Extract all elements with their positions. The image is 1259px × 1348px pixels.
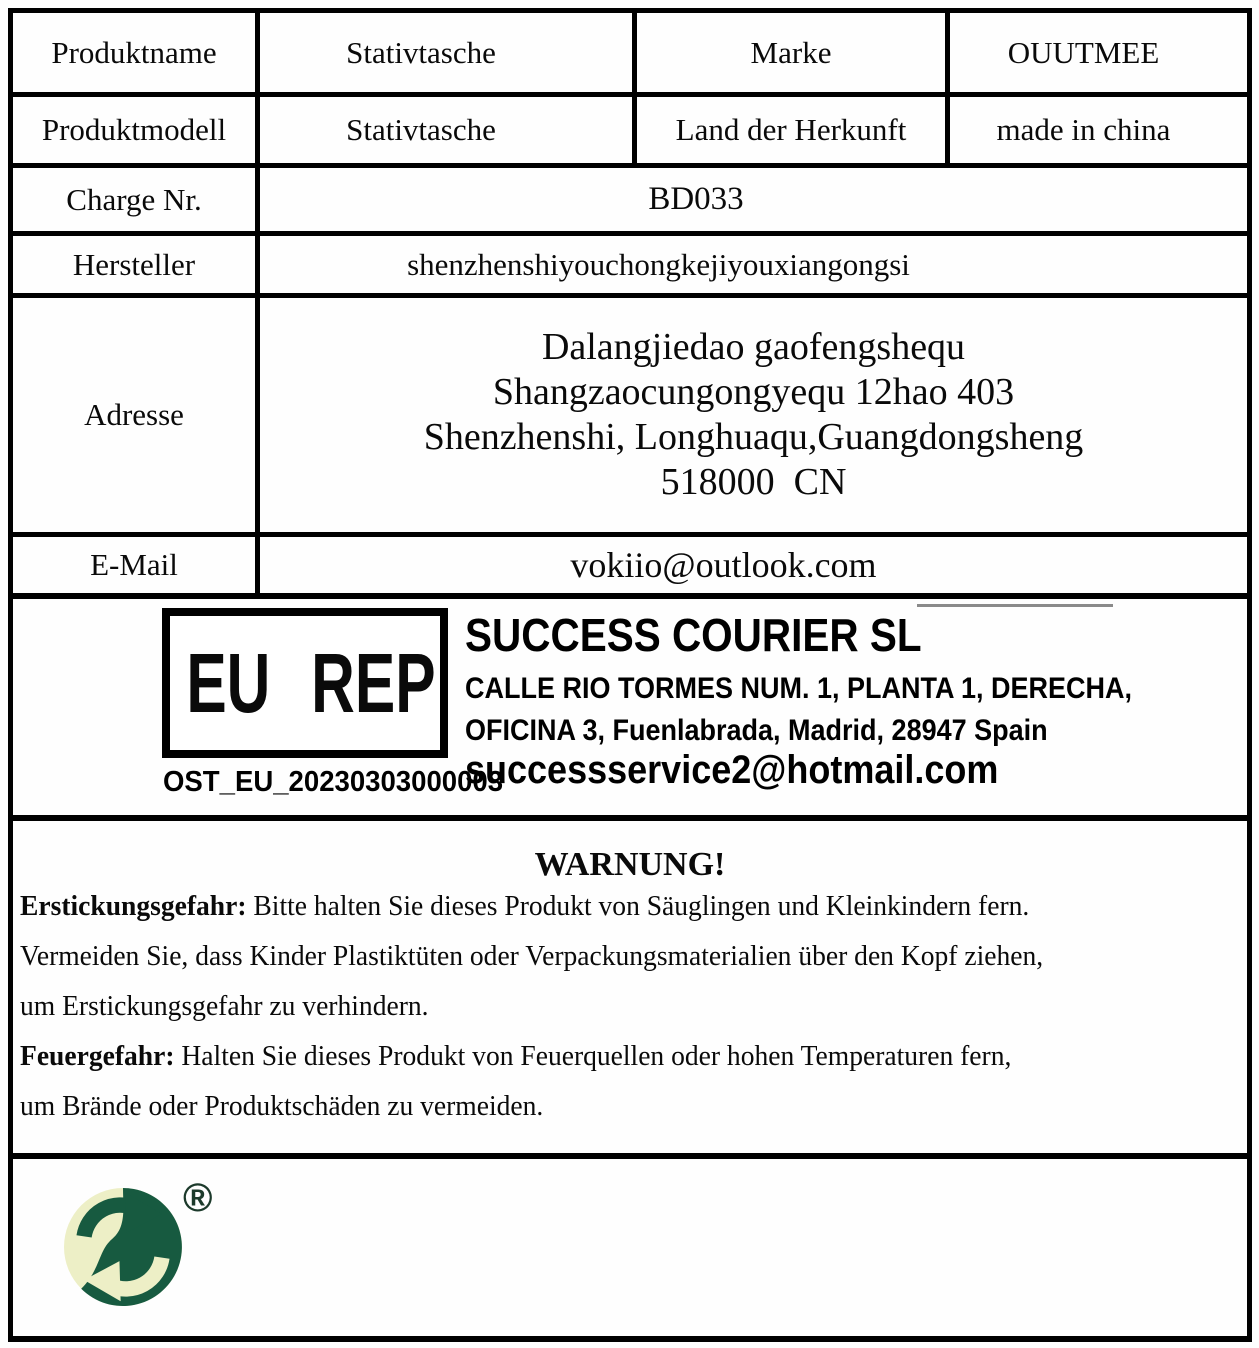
email-value: vokiio@outlook.com: [570, 545, 877, 585]
grid-line-email: [8, 593, 1252, 599]
email-label: E-Mail: [90, 547, 178, 582]
produktname-label: Produktname: [51, 34, 217, 70]
adresse-label: Adresse: [84, 397, 184, 432]
charge-nr-value: BD033: [648, 181, 744, 217]
produktmodell-value: Stativtasche: [346, 112, 496, 147]
adresse-value: [260, 298, 1247, 532]
warning-line-5-text: um Brände oder Produktschäden zu vermeiden.: [20, 1090, 544, 1122]
rep-badge-cell: [287, 616, 460, 750]
produktname-value: Stativtasche: [346, 34, 496, 70]
grid-line-warning: [8, 1153, 1252, 1159]
eu-rep-address-line-1: CALLE RIO TORMES NUM. 1, PLANTA 1, DERECHA,: [465, 672, 1133, 705]
warning-line-4-lead: Feuergefahr:: [20, 1040, 175, 1072]
warning-title: WARNUNG!: [534, 846, 726, 883]
warning-line-1-lead: Erstickungsgefahr:: [20, 890, 247, 922]
marke-label: Marke: [750, 34, 832, 70]
decorative-gray-rule: [917, 604, 1113, 607]
herkunft-label: Land der Herkunft: [675, 112, 907, 147]
adresse-line-4: 518000 CN: [660, 461, 847, 503]
registered-trademark-icon: ®: [183, 1176, 213, 1220]
eu-rep-company: SUCCESS COURIER SL: [465, 609, 922, 661]
eu-rep-badge: [162, 608, 448, 758]
warning-line-4: [20, 1038, 1011, 1074]
eu-rep-email: successservice2@hotmail.com: [465, 748, 999, 792]
warning-line-5: [20, 1088, 543, 1124]
eu-badge-cell: [170, 616, 287, 750]
table-border-bottom: [8, 1336, 1252, 1342]
hersteller-label: Hersteller: [72, 246, 196, 282]
grid-line-eurep: [8, 815, 1252, 821]
eu-rep-registration-code: OST_EU_20230303000003: [163, 766, 504, 798]
adresse-line-3: Shenzhenshi, Longhuaqu,Guangdongsheng: [423, 416, 1084, 458]
warning-line-4-text: Halten Sie dieses Produkt von Feuerquellen oder hohen Temperaturen fern,: [174, 1040, 1012, 1072]
hersteller-value: shenzhenshiyouchongkejiyouxiangongsi: [407, 246, 910, 282]
warning-line-1: [20, 888, 1029, 924]
eu-badge-text: EU: [186, 635, 271, 730]
herkunft-value: made in china: [996, 112, 1171, 147]
warning-line-2: [20, 938, 1043, 974]
marke-value: OUUTMEE: [1007, 34, 1160, 70]
warning-line-1-text: Bitte halten Sie dieses Produkt von Säuglingen und Kleinkindern fern.: [246, 890, 1030, 922]
table-border-right: [1247, 8, 1252, 1342]
green-dot-icon: [64, 1188, 182, 1306]
charge-nr-label: Charge Nr.: [66, 181, 202, 217]
eu-rep-address-line-2: OFICINA 3, Fuenlabrada, Madrid, 28947 Spain: [465, 714, 1048, 747]
warning-line-2-text: Vermeiden Sie, dass Kinder Plastiktüten oder Verpackungsmaterialien über den Kopf ziehen,: [20, 940, 1044, 972]
adresse-line-1: Dalangjiedao gaofengshequ: [541, 326, 966, 368]
produktmodell-label: Produktmodell: [41, 112, 227, 147]
adresse-line-2: Shangzaocungongyequ 12hao 403: [492, 371, 1015, 413]
warning-line-3-text: um Erstickungsgefahr zu verhindern.: [20, 990, 429, 1022]
rep-badge-text: REP: [310, 635, 436, 730]
warning-line-3: [20, 988, 429, 1024]
